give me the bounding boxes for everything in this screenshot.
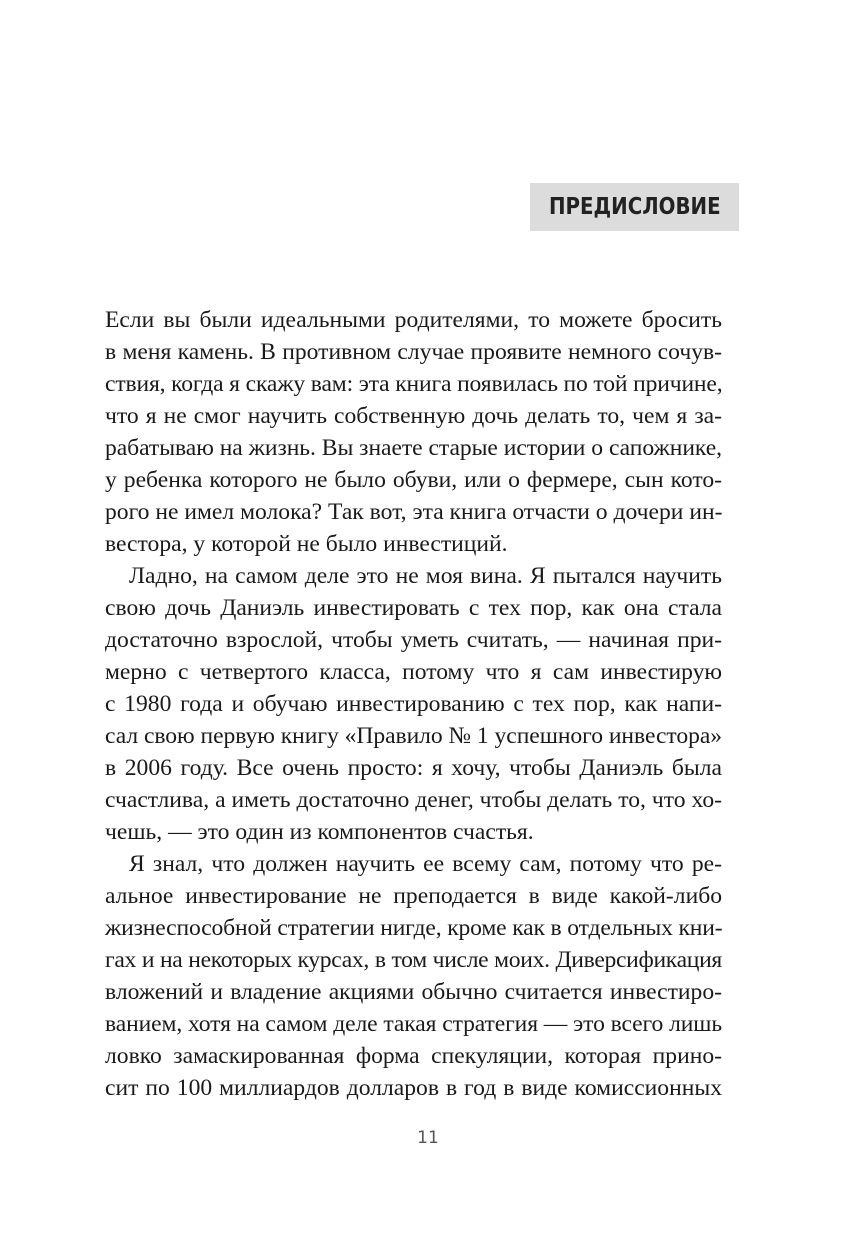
text-line: Если вы были идеальными родителями, то можете бросить — [105, 307, 722, 333]
text-line: счастлива, а иметь достаточно денег, чтобы делать то, что хо- — [105, 787, 722, 813]
text-line: вестора, у которой не было инвестиций. — [105, 531, 508, 557]
text-line: ствия, когда я скажу вам: эта книга появилась по той причине, — [105, 371, 723, 397]
text-line: гах и на некоторых курсах, в том числе моих. Диверсификация — [105, 947, 722, 973]
text-line: с 1980 года и обучаю инвестированию с тех пор, как напи- — [105, 691, 722, 717]
text-line: что я не смог научить собственную дочь делать то, чем я за- — [105, 403, 722, 429]
text-line: рабатываю на жизнь. Вы знаете старые истории о сапожнике, — [105, 435, 722, 461]
text-line: у ребенка которого не было обуви, или о фермере, сын кото- — [105, 467, 722, 493]
text-line: ванием, хотя на самом деле такая стратегия — это всего лишь — [105, 1011, 722, 1037]
text-line: Ладно, на самом деле это не моя вина. Я пытался научить — [129, 563, 722, 589]
text-line: мерно с четвертого класса, потому что я сам инвестирую — [105, 659, 722, 685]
text-line: вложений и владение акциями обычно считается инвестиро- — [105, 979, 722, 1005]
text-line: достаточно взрослой, чтобы уметь считать, — начиная при- — [105, 627, 722, 653]
text-line: сит по 100 миллиардов долларов в год в виде комиссионных — [105, 1075, 722, 1101]
paragraph — [105, 304, 722, 560]
paragraph — [105, 560, 722, 848]
chapter-heading-box — [530, 183, 739, 231]
text-line: жизнеспособной стратегии нигде, кроме как в отдельных кни- — [105, 915, 723, 941]
text-line: Я знал, что должен научить ее всему сам, потому что ре- — [129, 851, 722, 877]
text-line: в меня камень. В противном случае проявите немного сочув- — [105, 339, 722, 365]
chapter-heading: ПРЕДИСЛОВИЕ — [548, 194, 721, 220]
page-number: 11 — [417, 1128, 439, 1148]
text-line: альное инвестирование не преподается в виде какой-либо — [105, 883, 722, 909]
text-line: рого не имел молока? Так вот, эта книга отчасти о дочери ин- — [105, 499, 723, 525]
text-line: ловко замаскированная форма спекуляции, которая прино- — [105, 1043, 722, 1069]
body-text — [105, 304, 722, 1104]
paragraph — [105, 848, 722, 1104]
text-line: сал свою первую книгу «Правило № 1 успешного инвестора» — [105, 723, 722, 749]
text-line: свою дочь Даниэль инвестировать с тех пор, как она стала — [105, 595, 722, 621]
text-line: чешь, — это один из компонентов счастья. — [105, 819, 534, 845]
text-line: в 2006 году. Все очень просто: я хочу, чтобы Даниэль была — [105, 755, 722, 781]
